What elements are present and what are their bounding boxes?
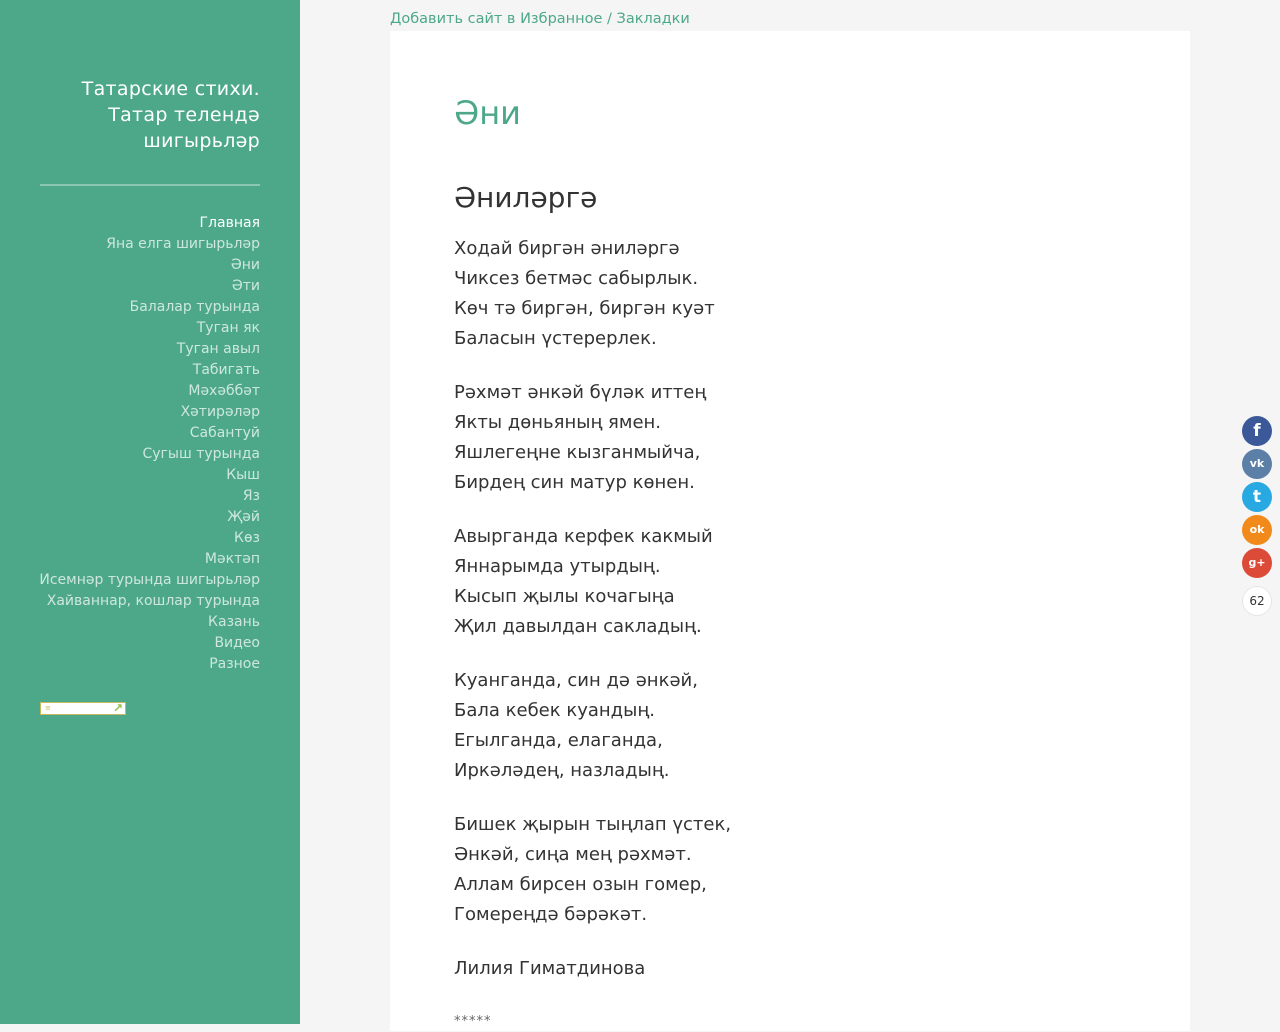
social-share-bar xyxy=(1242,416,1272,616)
sidebar-nav-item[interactable]: Сабантуй xyxy=(189,425,260,441)
sidebar-nav-item[interactable]: Балалар турында xyxy=(129,299,260,315)
add-to-favorites-link[interactable]: Добавить сайт в Избранное / Закладки xyxy=(390,11,690,27)
poem-line: Яшлегеңне кызганмыйча, xyxy=(454,442,701,463)
sidebar-nav-item[interactable]: Мәктәп xyxy=(204,551,260,567)
sidebar-nav-item[interactable]: Туган авыл xyxy=(176,341,260,357)
poem-line: Көч тә биргән, биргән куәт xyxy=(454,298,715,319)
poem-line: Әнкәй, сиңа мең рәхмәт. xyxy=(454,844,692,865)
sidebar-nav-item[interactable]: Әни xyxy=(230,257,260,273)
sidebar-nav-item[interactable]: Табигать xyxy=(192,362,260,378)
poem-body xyxy=(454,234,1134,1032)
poem-author: Лилия Гиматдинова xyxy=(454,958,646,979)
sidebar-nav-item[interactable]: Яна елга шигырьләр xyxy=(106,236,260,252)
sidebar-nav xyxy=(20,213,260,675)
odnoklassniki-share-button[interactable] xyxy=(1242,515,1272,545)
sidebar-nav-item[interactable]: Видео xyxy=(214,635,260,651)
poem-line: Бишек җырын тыңлап үстек, xyxy=(454,814,732,835)
poem-stanza xyxy=(454,666,1134,786)
twitter-share-button[interactable] xyxy=(1242,482,1272,512)
counter-widget[interactable] xyxy=(40,702,126,715)
poem-line: Иркәләдең, назладың. xyxy=(454,760,670,781)
counter-bars-icon: ≡ xyxy=(45,704,51,712)
vk-icon: vk xyxy=(1249,457,1265,470)
sidebar-nav-item[interactable]: Сугыш турында xyxy=(142,446,260,462)
poem-stanza xyxy=(454,378,1134,498)
vkontakte-share-button[interactable] xyxy=(1242,449,1272,479)
poem-line: Рәхмәт әнкәй бүләк иттең xyxy=(454,382,707,403)
poem-line: Баласын үстерерлек. xyxy=(454,328,657,349)
facebook-icon: f xyxy=(1253,421,1261,441)
twitter-icon: t xyxy=(1252,487,1262,507)
sidebar-nav-item[interactable]: Казань xyxy=(208,614,260,630)
poem-line: Бирдең син матур көнен. xyxy=(454,472,695,493)
poem-stanza xyxy=(454,810,1134,930)
sidebar xyxy=(0,0,300,1024)
sidebar-nav-item[interactable]: Исемнәр турында шигырьләр xyxy=(39,572,260,588)
sidebar-nav-item[interactable]: Хайваннар, кошлар турында xyxy=(46,593,260,609)
sidebar-nav-item[interactable]: Җәй xyxy=(227,509,260,525)
poem-title: Әниләргә xyxy=(454,181,598,214)
sidebar-nav-item[interactable]: Разное xyxy=(209,656,260,672)
poem-line: Чиксез бетмәс сабырлык. xyxy=(454,268,699,289)
poem-line: Аллам бирсен озын гомер, xyxy=(454,874,707,895)
poem-line: Яннарымда утырдың. xyxy=(454,556,661,577)
poem-line: Куанганда, син дә әнкәй, xyxy=(454,670,698,691)
counter-arrow-icon: ↗ xyxy=(112,701,123,715)
sidebar-nav-item[interactable]: Яз xyxy=(242,488,260,504)
poem-stanza xyxy=(454,234,1134,354)
sidebar-nav-item[interactable]: Кыш xyxy=(226,467,260,483)
sidebar-divider xyxy=(40,184,260,186)
content-card xyxy=(390,31,1190,1031)
sidebar-nav-item[interactable]: Туган як xyxy=(196,320,260,336)
site-title[interactable]: Татарские стихи. Татар телендә шигырьләр xyxy=(81,78,260,152)
poem-line: Җил давылдан сакладың. xyxy=(454,616,702,637)
poem-stanza xyxy=(454,522,1134,642)
google-plus-icon: g+ xyxy=(1248,556,1266,569)
ok-icon: ok xyxy=(1249,523,1265,536)
sidebar-nav-item[interactable]: Көз xyxy=(234,530,260,546)
sidebar-nav-item[interactable]: Әти xyxy=(231,278,260,294)
poem-separator: ***** xyxy=(454,1014,492,1029)
poem-line: Бала кебек куандың. xyxy=(454,700,655,721)
poem-line: Авырганда керфек какмый xyxy=(454,526,713,547)
sidebar-nav-item[interactable]: Главная xyxy=(199,215,260,231)
poem-line: Ходай биргән әниләргә xyxy=(454,238,680,259)
poem-line: Кысып җылы кочагыңа xyxy=(454,586,675,607)
share-count: 62 xyxy=(1242,586,1272,616)
poem-line: Гомереңдә бәрәкәт. xyxy=(454,904,648,925)
poem-line: Якты дөньяның ямен. xyxy=(454,412,662,433)
sidebar-nav-item[interactable]: Мәхәббәт xyxy=(188,383,260,399)
facebook-share-button[interactable] xyxy=(1242,416,1272,446)
sidebar-nav-item[interactable]: Хәтирәләр xyxy=(180,404,260,420)
page-title[interactable]: Әни xyxy=(454,94,521,132)
poem-line: Егылганда, елаганда, xyxy=(454,730,663,751)
googleplus-share-button[interactable] xyxy=(1242,548,1272,578)
